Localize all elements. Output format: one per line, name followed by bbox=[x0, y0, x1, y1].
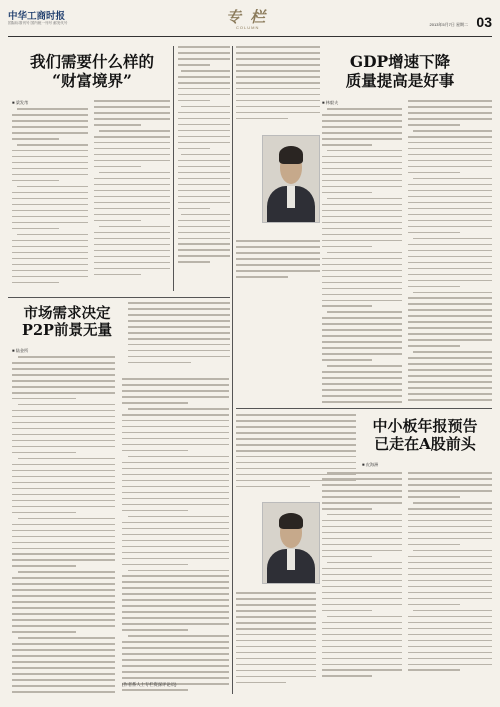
article-1-body bbox=[12, 108, 88, 293]
article-3-title: 市场需求决定 P2P前景无量 bbox=[22, 305, 112, 340]
article-4-body-col2 bbox=[408, 472, 492, 696]
article-1-title: 我们需要什么样的 “财富境界” bbox=[29, 52, 154, 90]
article-2-title: GDP增速下降 质量提高是好事 bbox=[345, 52, 455, 90]
section-title: 专 栏 bbox=[226, 8, 268, 26]
article-1-body-col3 bbox=[178, 46, 230, 291]
photo-caption-1 bbox=[236, 240, 320, 290]
section-title-english: COLUMN bbox=[236, 25, 260, 30]
article-2-lead bbox=[236, 46, 320, 130]
article-2-byline: ■ 林毅夫 bbox=[322, 100, 339, 105]
article-3-byline: ■ 陆金所 bbox=[12, 348, 29, 353]
section-divider bbox=[8, 297, 230, 298]
section-divider bbox=[236, 408, 492, 409]
article-3-note: (作者系人士专栏资深评论员) bbox=[122, 682, 177, 687]
photo-caption-2 bbox=[236, 592, 316, 696]
article-4-title: 中小板年报预告 已走在A股前头 bbox=[372, 417, 478, 453]
article-4-body bbox=[322, 472, 402, 696]
issue-date: 2013年5月7日 星期二 bbox=[429, 22, 468, 27]
article-4-byline: ■ 皮海洲 bbox=[362, 462, 379, 467]
newspaper-masthead: 中华工商时报 bbox=[8, 11, 66, 22]
page-header bbox=[8, 8, 492, 37]
column-divider bbox=[173, 46, 174, 291]
article-2-body-col2 bbox=[408, 100, 492, 405]
article-3-lead bbox=[128, 302, 230, 372]
author-photo-1 bbox=[262, 135, 320, 223]
column-divider bbox=[232, 46, 233, 694]
article-2-body bbox=[322, 108, 402, 406]
article-3-body bbox=[12, 356, 115, 696]
article-3-body-col2 bbox=[122, 378, 229, 696]
author-photo-2 bbox=[262, 502, 320, 584]
page-number: 03 bbox=[476, 14, 492, 30]
article-1-body-col2 bbox=[94, 100, 170, 290]
article-1-byline: ■ 梁发芾 bbox=[12, 100, 29, 105]
masthead-subtitle: 国际标准刊号 国内统一刊号 邮发代号 bbox=[8, 21, 68, 25]
